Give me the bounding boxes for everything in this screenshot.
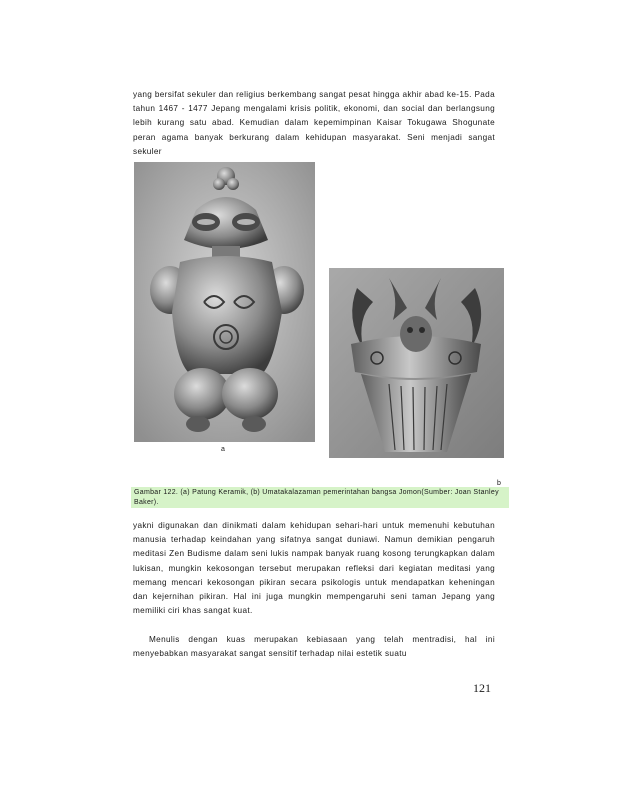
figure-label-b: b [497,480,502,487]
figure-label-a: a [221,446,226,453]
photo-flame-vessel [329,268,504,458]
page-number: 121 [473,681,491,695]
figure-caption: Gambar 122. (a) Patung Keramik, (b) Umatakalazaman pemerintahan bangsa Jomon(Sumber: Joan Stanley Baker). [131,487,509,508]
paragraph-closing: Menulis dengan kuas merupakan kebiasaan yang telah mentradisi, hal ini menyebabkan masyarakat sangat sensitif terhadap nilai estetik suatu [133,635,495,659]
paragraph-body: yakni digunakan dan dinikmati dalam kehidupan sehari-hari untuk memenuhi kebutuhan manusia terhadap keindahan yang sifatnya sangat duniawi. Namun demikian pengaruh meditasi Zen Budisme dalam seni lukis nampak banyak ruang kosong terungkapkan dalam lukisan, mungkin kekosongan tersebut merupakan refleksi dari kegiatan meditasi yang memang mencari kekosongan pikiran secara psikologis untuk mendapatkan keheningan dan kejernihan pikiran. Hal ini juga mungkin mempengaruhi seni taman Jepang yang memiliki ciri khas sangat kuat. [133,521,495,616]
paragraph-intro: yang bersifat sekuler dan religius berkembang sangat pesat hingga akhir abad ke-15. Pada tahun 1467 - 1477 Jepang mengalami krisis politik, ekonomi, dan social dan berlangsung lebih kurang satu abad. Kemudian dalam kepemimpinan Kaisar Tokugawa Shogunate peran agama banyak berkurang dalam kehidupan masyarakat. Seni menjadi sangat sekuler [133,90,495,156]
photo-ceramic-figurine [134,162,315,442]
